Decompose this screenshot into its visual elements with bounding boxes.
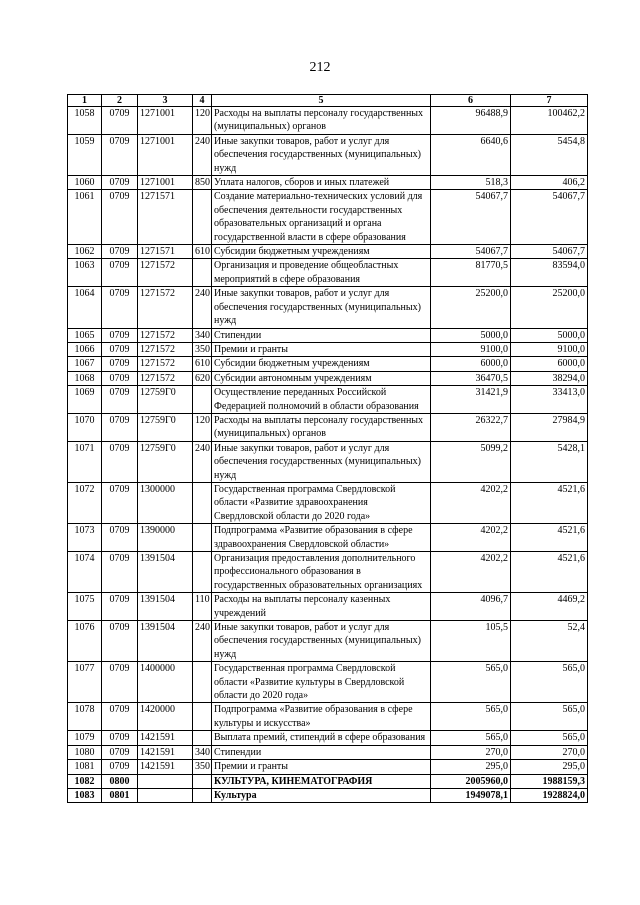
expense-type-code bbox=[193, 482, 212, 523]
item-name: Выплата премий, стипендий в сфере образования bbox=[212, 731, 431, 745]
item-name: Иные закупки товаров, работ и услуг для обеспечения государственных (муниципальных) нужд bbox=[212, 621, 431, 662]
target-article-code: 1391504 bbox=[138, 552, 193, 593]
amount-col7: 100462,2 bbox=[511, 107, 588, 135]
expense-type-code: 340 bbox=[193, 745, 212, 759]
item-name: Иные закупки товаров, работ и услуг для обеспечения государственных (муниципальных) нужд bbox=[212, 134, 431, 175]
table-row bbox=[68, 134, 588, 175]
target-article-code: 1271572 bbox=[138, 328, 193, 342]
amount-col6: 4202,2 bbox=[431, 552, 511, 593]
amount-col7: 1988159,3 bbox=[511, 774, 588, 788]
column-header-7: 7 bbox=[511, 95, 588, 107]
amount-col7: 54067,7 bbox=[511, 245, 588, 259]
table-row bbox=[68, 259, 588, 287]
item-name: Премии и гранты bbox=[212, 760, 431, 774]
amount-col7: 6000,0 bbox=[511, 357, 588, 371]
amount-col7: 1928824,0 bbox=[511, 788, 588, 802]
item-name: Подпрограмма «Развитие образования в сфере здравоохранения Свердловской области» bbox=[212, 524, 431, 552]
section-code: 0709 bbox=[102, 357, 138, 371]
item-name: Государственная программа Свердловской области «Развитие культуры в Свердловской области до 2020 года» bbox=[212, 662, 431, 703]
table-row bbox=[68, 371, 588, 385]
target-article-code: 1271571 bbox=[138, 245, 193, 259]
row-number: 1059 bbox=[68, 134, 102, 175]
expense-type-code: 120 bbox=[193, 413, 212, 441]
item-name: Осуществление переданных Российской Федерацией полномочий в области образования bbox=[212, 386, 431, 414]
row-number: 1079 bbox=[68, 731, 102, 745]
item-name: Государственная программа Свердловской области «Развитие здравоохранения Свердловской области до 2020 года» bbox=[212, 482, 431, 523]
row-number: 1066 bbox=[68, 342, 102, 356]
item-name: Создание материально-технических условий для обеспечения деятельности государственных образовательных организаций и органа государственной власти в сфере образования bbox=[212, 190, 431, 245]
amount-col6: 6000,0 bbox=[431, 357, 511, 371]
target-article-code: 1300000 bbox=[138, 482, 193, 523]
expense-type-code: 240 bbox=[193, 134, 212, 175]
expense-type-code bbox=[193, 731, 212, 745]
column-header-1: 1 bbox=[68, 95, 102, 107]
row-number: 1067 bbox=[68, 357, 102, 371]
section-code: 0709 bbox=[102, 745, 138, 759]
table-row bbox=[68, 703, 588, 731]
table-row bbox=[68, 386, 588, 414]
item-name: Субсидии бюджетным учреждениям bbox=[212, 245, 431, 259]
column-header-2: 2 bbox=[102, 95, 138, 107]
section-code: 0709 bbox=[102, 731, 138, 745]
column-header-5: 5 bbox=[212, 95, 431, 107]
expense-type-code bbox=[193, 524, 212, 552]
amount-col6: 6640,6 bbox=[431, 134, 511, 175]
amount-col6: 54067,7 bbox=[431, 245, 511, 259]
row-number: 1081 bbox=[68, 760, 102, 774]
section-code: 0709 bbox=[102, 662, 138, 703]
target-article-code: 1271001 bbox=[138, 134, 193, 175]
target-article-code bbox=[138, 774, 193, 788]
table-row bbox=[68, 731, 588, 745]
target-article-code: 1420000 bbox=[138, 703, 193, 731]
table-row bbox=[68, 176, 588, 190]
expense-type-code: 240 bbox=[193, 287, 212, 328]
expense-type-code bbox=[193, 190, 212, 245]
amount-col6: 26322,7 bbox=[431, 413, 511, 441]
section-code: 0709 bbox=[102, 593, 138, 621]
amount-col6: 295,0 bbox=[431, 760, 511, 774]
amount-col6: 565,0 bbox=[431, 703, 511, 731]
row-number: 1082 bbox=[68, 774, 102, 788]
amount-col7: 565,0 bbox=[511, 731, 588, 745]
table-row bbox=[68, 357, 588, 371]
expense-type-code: 340 bbox=[193, 328, 212, 342]
expense-type-code bbox=[193, 259, 212, 287]
amount-col7: 5428,1 bbox=[511, 441, 588, 482]
expense-type-code: 850 bbox=[193, 176, 212, 190]
row-number: 1064 bbox=[68, 287, 102, 328]
target-article-code: 1271572 bbox=[138, 287, 193, 328]
item-name: Расходы на выплаты персоналу государственных (муниципальных) органов bbox=[212, 107, 431, 135]
amount-col7: 295,0 bbox=[511, 760, 588, 774]
target-article-code: 1421591 bbox=[138, 745, 193, 759]
target-article-code: 1271572 bbox=[138, 371, 193, 385]
item-name: Иные закупки товаров, работ и услуг для обеспечения государственных (муниципальных) нужд bbox=[212, 287, 431, 328]
budget-table bbox=[67, 94, 588, 803]
row-number: 1078 bbox=[68, 703, 102, 731]
amount-col7: 406,2 bbox=[511, 176, 588, 190]
item-name: Субсидии автономным учреждениям bbox=[212, 371, 431, 385]
target-article-code: 1390000 bbox=[138, 524, 193, 552]
table-row bbox=[68, 745, 588, 759]
item-name: Расходы на выплаты персоналу государственных (муниципальных) органов bbox=[212, 413, 431, 441]
table-row bbox=[68, 287, 588, 328]
table-row bbox=[68, 524, 588, 552]
amount-col7: 27984,9 bbox=[511, 413, 588, 441]
header-row bbox=[68, 95, 588, 107]
column-header-3: 3 bbox=[138, 95, 193, 107]
item-name: Стипендии bbox=[212, 328, 431, 342]
amount-col6: 31421,9 bbox=[431, 386, 511, 414]
amount-col6: 565,0 bbox=[431, 662, 511, 703]
row-number: 1071 bbox=[68, 441, 102, 482]
amount-col6: 4202,2 bbox=[431, 524, 511, 552]
amount-col7: 54067,7 bbox=[511, 190, 588, 245]
amount-col7: 565,0 bbox=[511, 662, 588, 703]
amount-col6: 5000,0 bbox=[431, 328, 511, 342]
amount-col6: 5099,2 bbox=[431, 441, 511, 482]
section-code: 0709 bbox=[102, 552, 138, 593]
item-name: Уплата налогов, сборов и иных платежей bbox=[212, 176, 431, 190]
item-name: Иные закупки товаров, работ и услуг для обеспечения государственных (муниципальных) нужд bbox=[212, 441, 431, 482]
target-article-code: 1391504 bbox=[138, 621, 193, 662]
expense-type-code: 240 bbox=[193, 621, 212, 662]
expense-type-code: 610 bbox=[193, 245, 212, 259]
amount-col6: 36470,5 bbox=[431, 371, 511, 385]
target-article-code: 1271001 bbox=[138, 176, 193, 190]
target-article-code: 12759Г0 bbox=[138, 386, 193, 414]
row-number: 1065 bbox=[68, 328, 102, 342]
amount-col7: 25200,0 bbox=[511, 287, 588, 328]
section-code: 0709 bbox=[102, 760, 138, 774]
section-code: 0709 bbox=[102, 371, 138, 385]
expense-type-code: 350 bbox=[193, 760, 212, 774]
target-article-code: 1391504 bbox=[138, 593, 193, 621]
table-row bbox=[68, 342, 588, 356]
amount-col6: 2005960,0 bbox=[431, 774, 511, 788]
item-name: КУЛЬТУРА, КИНЕМАТОГРАФИЯ bbox=[212, 774, 431, 788]
table-row bbox=[68, 413, 588, 441]
table-row bbox=[68, 621, 588, 662]
table-row bbox=[68, 107, 588, 135]
expense-type-code: 120 bbox=[193, 107, 212, 135]
amount-col6: 81770,5 bbox=[431, 259, 511, 287]
amount-col6: 54067,7 bbox=[431, 190, 511, 245]
section-code: 0709 bbox=[102, 621, 138, 662]
row-number: 1077 bbox=[68, 662, 102, 703]
section-code: 0709 bbox=[102, 342, 138, 356]
item-name: Подпрограмма «Развитие образования в сфере культуры и искусства» bbox=[212, 703, 431, 731]
amount-col6: 518,3 bbox=[431, 176, 511, 190]
column-header-4: 4 bbox=[193, 95, 212, 107]
amount-col7: 33413,0 bbox=[511, 386, 588, 414]
table-row bbox=[68, 190, 588, 245]
amount-col7: 565,0 bbox=[511, 703, 588, 731]
row-number: 1075 bbox=[68, 593, 102, 621]
section-code: 0709 bbox=[102, 245, 138, 259]
section-code: 0709 bbox=[102, 482, 138, 523]
row-number: 1080 bbox=[68, 745, 102, 759]
page-number: 212 bbox=[309, 60, 331, 75]
section-code: 0709 bbox=[102, 287, 138, 328]
section-code: 0709 bbox=[102, 134, 138, 175]
table-body bbox=[68, 107, 588, 803]
table-row bbox=[68, 662, 588, 703]
item-name: Организация предоставления дополнительного профессионального образования в государственных образовательных организациях bbox=[212, 552, 431, 593]
row-number: 1083 bbox=[68, 788, 102, 802]
expense-type-code bbox=[193, 774, 212, 788]
amount-col6: 9100,0 bbox=[431, 342, 511, 356]
amount-col6: 25200,0 bbox=[431, 287, 511, 328]
table-row bbox=[68, 774, 588, 788]
target-article-code: 1400000 bbox=[138, 662, 193, 703]
amount-col6: 1949078,1 bbox=[431, 788, 511, 802]
amount-col7: 5454,8 bbox=[511, 134, 588, 175]
row-number: 1061 bbox=[68, 190, 102, 245]
section-code: 0709 bbox=[102, 441, 138, 482]
target-article-code: 1271572 bbox=[138, 342, 193, 356]
row-number: 1063 bbox=[68, 259, 102, 287]
item-name: Стипендии bbox=[212, 745, 431, 759]
table-row bbox=[68, 788, 588, 802]
expense-type-code bbox=[193, 552, 212, 593]
target-article-code: 1271572 bbox=[138, 357, 193, 371]
column-header-6: 6 bbox=[431, 95, 511, 107]
row-number: 1072 bbox=[68, 482, 102, 523]
amount-col7: 4521,6 bbox=[511, 482, 588, 523]
section-code: 0709 bbox=[102, 328, 138, 342]
target-article-code: 1271572 bbox=[138, 259, 193, 287]
row-number: 1068 bbox=[68, 371, 102, 385]
target-article-code: 1421591 bbox=[138, 731, 193, 745]
table-row bbox=[68, 328, 588, 342]
amount-col7: 52,4 bbox=[511, 621, 588, 662]
amount-col6: 105,5 bbox=[431, 621, 511, 662]
row-number: 1076 bbox=[68, 621, 102, 662]
row-number: 1074 bbox=[68, 552, 102, 593]
target-article-code bbox=[138, 788, 193, 802]
amount-col6: 4096,7 bbox=[431, 593, 511, 621]
section-code: 0709 bbox=[102, 176, 138, 190]
table-row bbox=[68, 482, 588, 523]
amount-col7: 4521,6 bbox=[511, 552, 588, 593]
table-row bbox=[68, 552, 588, 593]
amount-col6: 4202,2 bbox=[431, 482, 511, 523]
amount-col7: 4521,6 bbox=[511, 524, 588, 552]
row-number: 1073 bbox=[68, 524, 102, 552]
amount-col7: 38294,0 bbox=[511, 371, 588, 385]
amount-col7: 9100,0 bbox=[511, 342, 588, 356]
amount-col7: 83594,0 bbox=[511, 259, 588, 287]
row-number: 1060 bbox=[68, 176, 102, 190]
amount-col6: 565,0 bbox=[431, 731, 511, 745]
amount-col7: 5000,0 bbox=[511, 328, 588, 342]
expense-type-code bbox=[193, 386, 212, 414]
item-name: Премии и гранты bbox=[212, 342, 431, 356]
amount-col6: 270,0 bbox=[431, 745, 511, 759]
table-row bbox=[68, 760, 588, 774]
section-code: 0709 bbox=[102, 413, 138, 441]
item-name: Субсидии бюджетным учреждениям bbox=[212, 357, 431, 371]
section-code: 0709 bbox=[102, 190, 138, 245]
row-number: 1069 bbox=[68, 386, 102, 414]
item-name: Культура bbox=[212, 788, 431, 802]
row-number: 1062 bbox=[68, 245, 102, 259]
target-article-code: 12759Г0 bbox=[138, 413, 193, 441]
expense-type-code: 110 bbox=[193, 593, 212, 621]
section-code: 0801 bbox=[102, 788, 138, 802]
expense-type-code bbox=[193, 703, 212, 731]
section-code: 0709 bbox=[102, 107, 138, 135]
amount-col7: 270,0 bbox=[511, 745, 588, 759]
target-article-code: 1271001 bbox=[138, 107, 193, 135]
item-name: Расходы на выплаты персоналу казенных учреждений bbox=[212, 593, 431, 621]
item-name: Организация и проведение общеобластных мероприятий в сфере образования bbox=[212, 259, 431, 287]
table-row bbox=[68, 245, 588, 259]
table-row bbox=[68, 441, 588, 482]
section-code: 0709 bbox=[102, 386, 138, 414]
target-article-code: 12759Г0 bbox=[138, 441, 193, 482]
section-code: 0709 bbox=[102, 524, 138, 552]
expense-type-code bbox=[193, 788, 212, 802]
amount-col7: 4469,2 bbox=[511, 593, 588, 621]
expense-type-code: 620 bbox=[193, 371, 212, 385]
expense-type-code: 610 bbox=[193, 357, 212, 371]
row-number: 1058 bbox=[68, 107, 102, 135]
target-article-code: 1421591 bbox=[138, 760, 193, 774]
table-row bbox=[68, 593, 588, 621]
row-number: 1070 bbox=[68, 413, 102, 441]
amount-col6: 96488,9 bbox=[431, 107, 511, 135]
target-article-code: 1271571 bbox=[138, 190, 193, 245]
expense-type-code bbox=[193, 662, 212, 703]
expense-type-code: 240 bbox=[193, 441, 212, 482]
expense-type-code: 350 bbox=[193, 342, 212, 356]
section-code: 0709 bbox=[102, 259, 138, 287]
table-header bbox=[68, 95, 588, 107]
section-code: 0800 bbox=[102, 774, 138, 788]
section-code: 0709 bbox=[102, 703, 138, 731]
